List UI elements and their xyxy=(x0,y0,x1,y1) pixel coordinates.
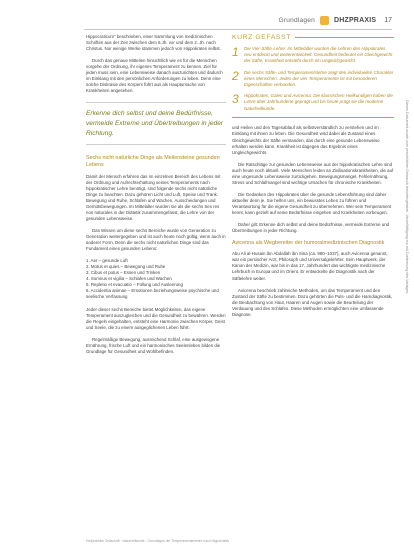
list-item: 6. Accidentia animae – Emotionen beziehungsweise psychische und seelische Verfassung xyxy=(86,288,219,300)
body-paragraph: Daher gilt: Erkenne dich selbst und deine Bedürfnisse, vermeide Extreme und Übertreibungen in jeder Richtung. xyxy=(232,222,390,234)
body-paragraph: Damit der Mensch erfahren das im einzelnen Bereich des Lebens mit der Ordnung und Aufrechterhaltung seines Temperaments nach hippokratischer Lehre benötigt, sind folgende sechs nicht natürliche Dinge zu beachten. Dazu gehören Licht und Luft, Speise und Trank, Bewegung und Ruhe, Schlafen und Wachen, Ausscheidungen und Gemütsbewegungen. Im Mittelalter wurden sie als die sechs Sex res non naturales in der Diätetik zusammengefasst, die Lehre von der gesunden Lebensweise. xyxy=(86,173,221,221)
summary-bottom-rule xyxy=(232,117,394,118)
summary-point-number: 2 xyxy=(232,68,239,83)
intro-paragraph: Durch das genaue Mitteilen hinsichtlich wie es für die Menschen vorgehe der Ordnung, ihr eigenes Temperament zu kennen. Ziel für jeden muss sein, eine Lebensweise danach auszurichten und dadurch im Einklang mit den persönlichen Anforderungen zu leben. Denn eine solche Diskrasie des Körpers führt aus als Hauptursache von Krankheiten angesehen. xyxy=(86,58,223,94)
summary-title-rule xyxy=(295,37,394,38)
summary-point-text: Hippokrates, Galen und Avicenna: Die klassischen Heilkundigen haben die Lehre über Jahrhunderte geprägt und bis heute prägt sie die moderne Naturheilkunde. xyxy=(244,93,393,111)
summary-point xyxy=(232,46,394,65)
header-brand: DHZPRAXIS xyxy=(333,17,377,24)
summary-title: KURZ GEFASST xyxy=(232,34,291,41)
header-divider xyxy=(84,29,392,30)
body-paragraph: und Heilen und den Tagesablauf als selbstverständlich zu verstehen und im Einklang mit ihnen zu leben. Die Gesundheit wird dabei als Zustand eines Gleichgewichts der Säfte verstanden, das durch eine gesunde Lebensweise erhalten werden kann. Krankheit ist dagegen das Ergebnis eines Ungleichgewichts. xyxy=(232,125,380,155)
summary-point-text: Die Vier-Säfte-Lehre: Im Mittelalter wurden die Lehren des Hippokrates neu entdeckt und weiterentwickelt. Gesundheit bedeutet ein Gleichgewicht der Säfte, Krankheit entsteht durch ein Ungleichgewicht. xyxy=(244,46,393,64)
pull-quote: Erkenne dich selbst und deine Bedürfnisse, vermeide Extreme und Übertreibungen in jeder Richtung. xyxy=(86,102,226,145)
list-item: 3. Cibus et potus – Essen und Trinken xyxy=(86,270,161,276)
body-paragraph: Die Ratschläge zur gesunden Lebensweise aus der hippokratischen Lehre sind auch heute noch aktuell. Viele Menschen leiden an Zivilisationskrankheiten, die auf eine ungesunde Lebensweise zurückgehen. Bewegungsmangel, Fehlernährung, Stress und Schlafmangel sind wichtige Ursachen für chronische Krankheiten. xyxy=(232,161,394,185)
body-paragraph: Avicenna beschrieb zahlreiche Methoden, um das Temperament und den Zustand der Säfte zu bestimmen. Dazu gehörten die Puls- und die Harndiagnostik, die Beobachtung von Haut, Haaren und Augen sowie die Beurteilung der Verdauung und des Schlafes. Diese Methoden ermöglichten eine umfassende Diagnose. xyxy=(232,287,393,317)
body-paragraph: Das Wissen um diese sechs Bereiche wurde von Generation zu Generation weitergegeben und ist auch heute noch gültig, wenn auch in anderer Form. Denn die sechs nicht natürlichen Dinge sind das Fundament eines gesunden Lebens: xyxy=(86,227,226,252)
summary-point-number: 3 xyxy=(232,92,239,107)
body-paragraph: Die Gedanken des Hippokrates über die gesunde Lebensführung sind daher aktueller denn je. Sie helfen uns, ein bewusstes Leben zu führen und Verantwortung für die eigene Gesundheit zu übernehmen. Wer sein Temperament kennt, kann gezielt auf seine Bedürfnisse eingehen und Krankheiten vorbeugen. xyxy=(232,191,392,215)
non-natural-things-list xyxy=(86,258,226,300)
summary-box xyxy=(232,34,394,117)
intro-paragraph: Hippocraticum" beschrieben, einer Sammlung von medizinischen Schriften aus der Zeit zwischen dem 6.Jh. vor und dem 2. Jh. nach Christus. Nur wenige Werke stammen jedoch von Hippokrates selbst. xyxy=(86,34,221,52)
list-item: 2. Motus et quies – Bewegung und Ruhe xyxy=(86,264,166,270)
page-number: 17 xyxy=(384,17,392,24)
section-heading: Avicenna als Wegbereiter der humoralmedizinischen Diagnostik xyxy=(232,240,385,247)
list-item: 4. Somnus et vigilia – Schlafen und Wachen xyxy=(86,276,172,282)
section-heading: Sechs nicht natürliche Dinge als Meilensteine gesunden Lebens xyxy=(86,155,220,169)
summary-point xyxy=(232,70,394,89)
header-section-label: Grundlagen xyxy=(278,17,315,24)
list-item: 5. Repletio et evacuatio – Füllung und Ausleerung xyxy=(86,282,183,288)
brand-logo-icon xyxy=(320,16,329,25)
body-paragraph: Abu Ali al-Husain ibn Abdallah ibn Sina (ca. 980–1037), auch Avicenna genannt, war ein persischer Arzt, Philosoph und Universalgelehrter. Sein Hauptwerk, der Kanon der Medizin, war bis in das 17. Jahrhundert das wichtigste medizinische Lehrbuch in Europa und im Orient. Er entwickelte die Diagnostik nach der Säftelehre weiter. xyxy=(232,251,388,281)
page-header xyxy=(278,15,392,26)
summary-point-number: 1 xyxy=(232,45,239,59)
left-column xyxy=(86,34,226,361)
right-column xyxy=(232,34,394,324)
body-paragraph: Regelmäßige Bewegung, ausreichend Schlaf, eine ausgewogene Ernährung, frische Luft und ein harmonisches Seelenleben bilden die Grundlage für Gesundheit und Wohlbefinden. xyxy=(86,336,221,354)
summary-point-text: Die sechs Säfte- und Temperamentslehre zeigt den individuellen Charakter eines Menschen. Jedes der vier Temperamente ist mit besonderen Eigenschaften verbunden. xyxy=(244,69,394,88)
page-footer: Heilpraktiker Zeitschrift · Naturheilkunde · Grundlagen der Temperamentenlehre nach Hippokrates xyxy=(86,539,230,543)
body-paragraph: Jeder dieser sechs Bereiche bietet Möglichkeiten, das eigene Temperament auszugleichen und die Gesundheit zu bewahren. Werden die Regeln eingehalten, entsteht eine Harmonie zwischen Körper, Geist und Seele, die zu einem ausgeglichenen Leben führt. xyxy=(86,306,226,330)
summary-point xyxy=(232,93,394,112)
side-copyright-note: Dieses Dokument wurde zum persönlichen Gebrauch heruntergeladen. Vervielfältigung nur mit Zustimmung des Verlages. xyxy=(405,100,409,295)
list-item: 1. Aer – gesunde Luft xyxy=(86,258,128,264)
